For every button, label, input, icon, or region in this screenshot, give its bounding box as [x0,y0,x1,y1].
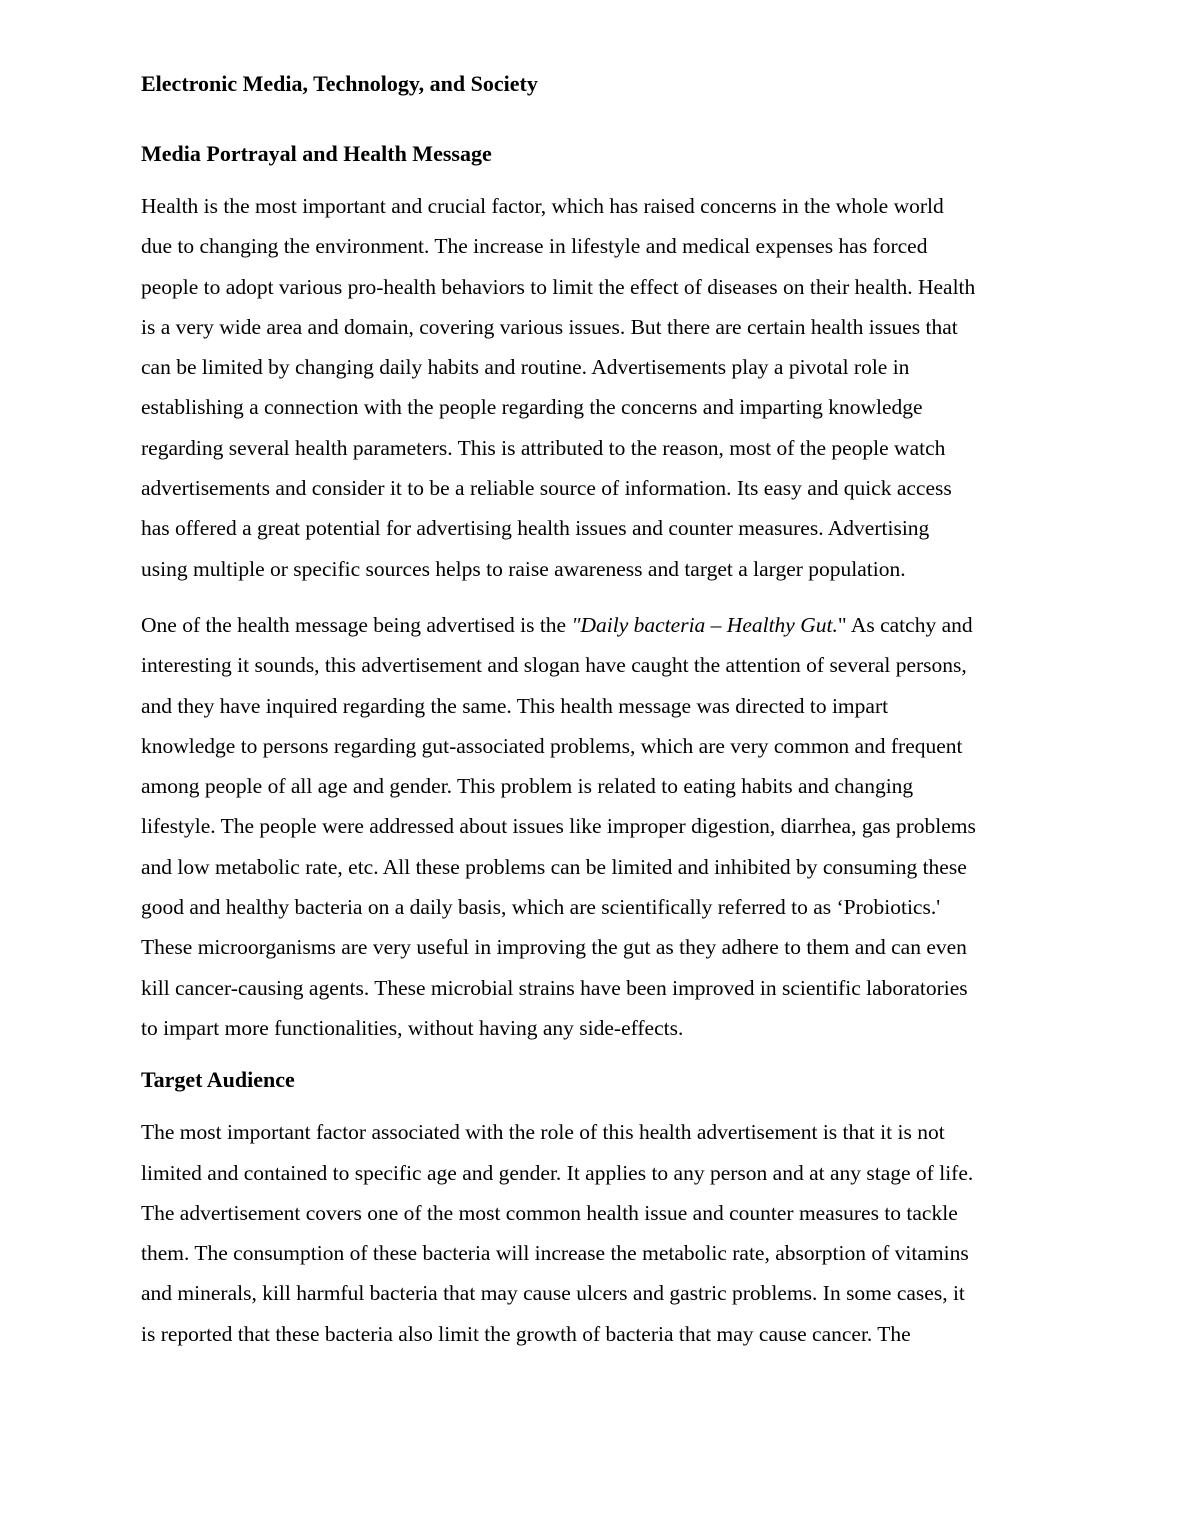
text-line: among people of all age and gender. This problem is related to eating habits and changing [141,774,914,799]
text-line: and minerals, kill harmful bacteria that may cause ulcers and gastric problems. In some cases, it [141,1281,965,1306]
text-line: establishing a connection with the people regarding the concerns and imparting knowledge [141,395,923,420]
text-line: due to changing the environment. The increase in lifestyle and medical expenses has forced [141,234,928,259]
text-line: to impart more functionalities, without having any side-effects. [141,1015,684,1040]
text-line: advertisements and consider it to be a reliable source of information. Its easy and quick access [141,476,952,501]
text-line: interesting it sounds, this advertisement and slogan have caught the attention of several persons, [141,653,967,678]
text-line: them. The consumption of these bacteria will increase the metabolic rate, absorption of vitamins [141,1241,969,1266]
document-title: Electronic Media, Technology, and Society [141,71,538,96]
text-line: and low metabolic rate, etc. All these problems can be limited and inhibited by consuming these [141,854,967,879]
text-line: and they have inquired regarding the same. This health message was directed to impart [141,693,889,718]
text-line: These microorganisms are very useful in improving the gut as they adhere to them and can even [141,935,967,960]
section-heading-target-audience: Target Audience [141,1067,295,1093]
text-fragment: " As catchy and [837,612,973,637]
text-line: has offered a great potential for advertising health issues and counter measures. Advertising [141,516,930,541]
text-line: knowledge to persons regarding gut-associated problems, which are very common and frequent [141,733,963,758]
text-line: using multiple or specific sources helps to raise awareness and target a larger population. [141,556,906,581]
text-line: is a very wide area and domain, covering various issues. But there are certain health issues that [141,314,958,339]
paragraph-health-message [141,605,1053,1048]
text-line: limited and contained to specific age and gender. It applies to any person and at any stage of life. [141,1160,974,1185]
text-line: lifestyle. The people were addressed about issues like improper digestion, diarrhea, gas problems [141,814,976,839]
section-heading-media-portrayal: Media Portrayal and Health Message [141,141,492,166]
text-line: regarding several health parameters. This is attributed to the reason, most of the people watch [141,435,946,460]
text-line: kill cancer-causing agents. These microbial strains have been improved in scientific laboratories [141,975,968,1000]
paragraph-target-audience [141,1112,1053,1354]
text-line-with-slogan [141,605,1053,645]
text-line: people to adopt various pro-health behaviors to limit the effect of diseases on their health. Health [141,274,976,299]
text-fragment: One of the health message being advertised is the [141,612,572,637]
text-line: good and healthy bacteria on a daily basis, which are scientifically referred to as ‘Probiotics.' [141,895,941,920]
text-line: is reported that these bacteria also limit the growth of bacteria that may cause cancer. The [141,1321,911,1346]
document-body [141,68,1053,1354]
text-line: Health is the most important and crucial factor, which has raised concerns in the whole world [141,194,944,218]
text-line: can be limited by changing daily habits and routine. Advertisements play a pivotal role in [141,355,910,380]
text-line: The most important factor associated with the role of this health advertisement is that it is not [141,1120,945,1145]
slogan-text: "Daily bacteria – Healthy Gut. [571,612,838,637]
paragraph-health-importance [141,186,1053,589]
text-line: The advertisement covers one of the most common health issue and counter measures to tackle [141,1200,958,1225]
